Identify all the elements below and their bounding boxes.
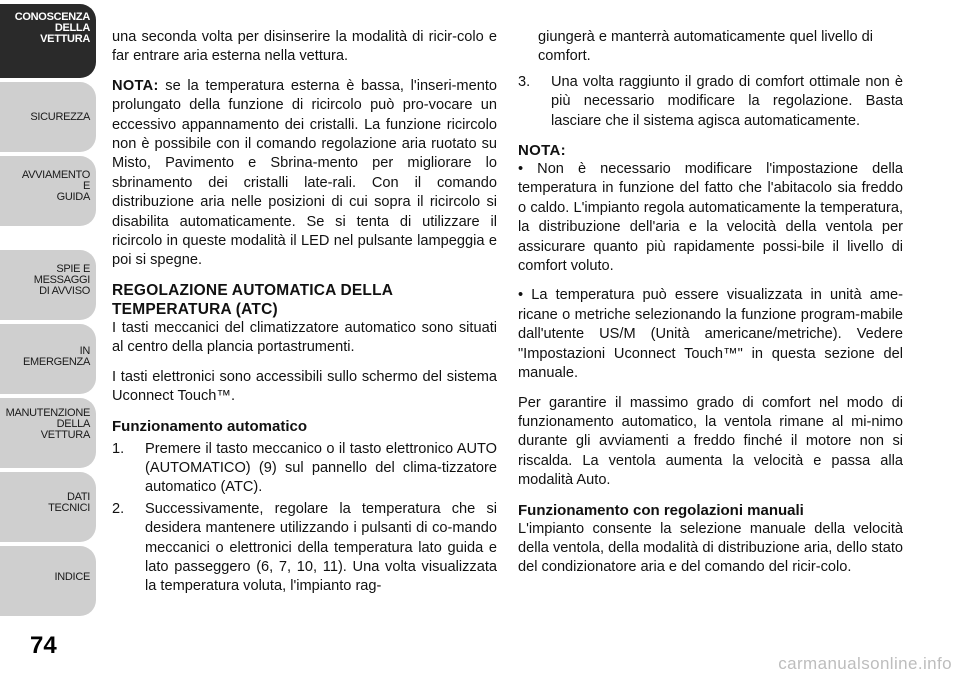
steps-list	[518, 73, 903, 131]
paragraph: L'impianto consente la selezione manuale della velocità della ventola, della modalità di distribuzione aria, dello stato del condizionatore aria e del comando del ricir-colo.	[518, 520, 903, 576]
watermark: carmanualsonline.info	[778, 654, 952, 673]
paragraph: I tasti elettronici sono accessibili sullo schermo del sistema Uconnect Touch™.	[112, 368, 497, 405]
tab-label: INDICE	[54, 571, 90, 583]
paragraph: Per garantire il massimo grado di comfort nel modo di funzionamento automatico, la ventola rimane al mi-nimo durante gli avviamenti a freddo finché il motore non si riscalda. La ventola aumenta la velocità e passa alla modalità Auto.	[518, 394, 903, 489]
tab-label: DATI TECNICI	[48, 491, 90, 514]
step-number: 2.	[112, 500, 125, 517]
tab-label: IN EMERGENZA	[23, 345, 90, 368]
step-number: 3.	[518, 73, 531, 90]
page-number: 74	[30, 632, 57, 659]
step-text: Premere il tasto meccanico o il tasto elettronico AUTO (AUTOMATICO) (9) sul pannello del clima-tizzatore automatico (ATC).	[145, 440, 497, 496]
tab-avviamento-e-guida[interactable]	[0, 156, 96, 226]
tab-label: AVVIAMENTO E GUIDA	[21, 169, 90, 203]
step-text: Una volta raggiunto il grado di comfort ottimale non è più necessario modificare la regolazione. Basta lasciare che il sistema agisca automaticamente.	[551, 73, 903, 129]
list-item	[112, 440, 497, 498]
step-number: 1.	[112, 440, 125, 457]
paragraph: una seconda volta per disinserire la modalità di ricir-colo e far entrare aria esterna nella vettura.	[112, 29, 497, 65]
subheading: Funzionamento automatico	[112, 417, 307, 435]
tab-label: CONOSCENZA DELLA VETTURA	[14, 11, 90, 45]
nota-text: se la temperatura esterna è bassa, l'inseri-mento prolungato della funzione di ricircolo può pro-vocare un eccessivo appannamento dei cristalli. La funzione ricircolo non è possibile con il comando regolazione aria ruotato su Misto, Pavimento e Sbrina-mento per migliorare lo sbrinamento dei cristalli late-rali. Con il comando distribuzione aria nelle posizioni di cui sopra il ricircolo si disabilita automaticamente. Se si tenta di utilizzare il ricircolo in queste modalità il LED nel pulsante lampeggia e poi si spegne.	[112, 77, 497, 269]
bullet-item: • Non è necessario modificare l'impostazione della temperatura in funzione del fatto che l'abitacolo sia freddo o caldo. L'impianto regola automaticamente la temperatura, la distribuzione dell'aria e la velocità della ventola per assicurare quanto più rapidamente possi-bile il livello di comfort voluto.	[518, 161, 903, 275]
tab-dati-tecnici[interactable]	[0, 472, 96, 542]
subheading: Funzionamento con regolazioni manuali	[518, 501, 804, 519]
tab-conoscenza-della-vettura[interactable]	[0, 4, 96, 78]
tab-label: MANUTENZIONE DELLA VETTURA	[5, 407, 90, 441]
tab-in-emergenza[interactable]	[0, 324, 96, 394]
list-item	[112, 500, 497, 597]
bullet-item: • La temperatura può essere visualizzata in unità ame-ricane o metriche selezionando la funzione program-mabile dall'utente US/M (Unità americane/metriche). Vedere "Impostazioni Uconnect Touch™" in questa sezione del manuale.	[518, 287, 903, 382]
paragraph: I tasti meccanici del climatizzatore automatico sono situati al centro della plancia portastrumenti.	[112, 319, 497, 356]
nota-label: NOTA:	[518, 142, 566, 160]
step-text: Successivamente, regolare la temperatura che si desidera mantenere utilizzando i pulsanti di co-mando meccanici o elettronici della temperatura lato guida e lato passeggero (6, 7, 10, 11). Una volta visualizzata la temperatura voluta, l'impianto rag-	[145, 500, 497, 595]
list-item	[518, 73, 903, 131]
chapter-tabs-sidebar	[0, 0, 98, 678]
nota-label: NOTA:	[112, 77, 159, 94]
step-continuation: giungerà e manterrà automaticamente quel livello di comfort.	[538, 29, 874, 65]
tab-spie-e-messaggi[interactable]	[0, 250, 96, 320]
steps-list	[112, 440, 497, 597]
tab-label: SICUREZZA	[30, 111, 90, 123]
tab-manutenzione-della-vettura[interactable]	[0, 398, 96, 468]
tab-sicurezza[interactable]	[0, 82, 96, 152]
left-column	[112, 28, 497, 599]
right-column	[518, 28, 903, 588]
tab-label: SPIE E MESSAGGI DI AVVISO	[33, 263, 90, 297]
nota-paragraph	[112, 77, 497, 271]
tab-indice[interactable]	[0, 546, 96, 616]
section-heading: REGOLAZIONE AUTOMATICA DELLA TEMPERATURA (ATC)	[112, 281, 393, 318]
